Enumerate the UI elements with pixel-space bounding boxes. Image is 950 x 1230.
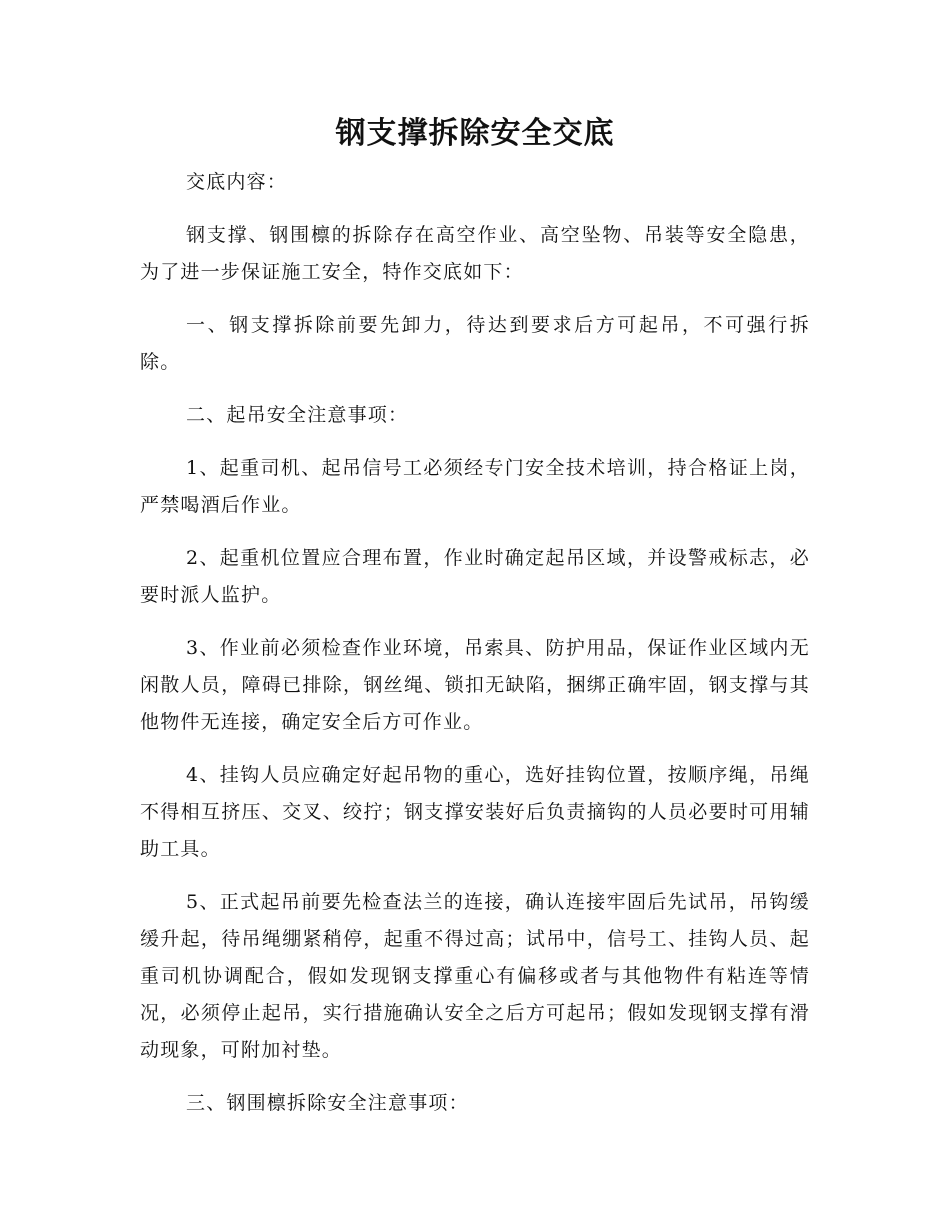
paragraph-item-1: 1、起重司机、起吊信号工必须经专门安全技术培训，持合格证上岗，严禁喝酒后作业。: [140, 457, 810, 516]
paragraph-section-3-heading: 三、钢围檩拆除安全注意事项：: [186, 1092, 469, 1114]
document-body: [140, 164, 810, 1138]
paragraph-item-4: 4、挂钩人员应确定好起吊物的重心，选好挂钩位置，按顺序绳，吊绳不得相互挤压、交叉、绞拧；钢支撑安装好后负责摘钩的人员必要时可用辅助工具。: [140, 764, 810, 860]
paragraph-section-2-heading: 二、起吊安全注意事项：: [186, 404, 409, 426]
paragraph-item-3: 3、作业前必须检查作业环境，吊索具、防护用品，保证作业区域内无闲散人员，障碍已排除，钢丝绳、锁扣无缺陷，捆绑正确牢固，钢支撑与其他物件无连接，确定安全后方可作业。: [140, 637, 810, 733]
paragraph-intro-label: 交底内容：: [186, 171, 288, 193]
document-title: 钢支撑拆除安全交底: [335, 116, 615, 151]
paragraph-section-1: 一、钢支撑拆除前要先卸力，待达到要求后方可起吊，不可强行拆除。: [140, 314, 810, 373]
paragraph-item-5: 5、正式起吊前要先检查法兰的连接，确认连接牢固后先试吊，吊钩缓缓升起，待吊绳绷紧稍停，起重不得过高；试吊中，信号工、挂钩人员、起重司机协调配合，假如发现钢支撑重心有偏移或者与其他物件有粘连等情况，必须停止起吊，实行措施确认安全之后方可起吊；假如发现钢支撑有滑动现象，可附加衬垫。: [140, 891, 810, 1061]
paragraph-overview: 钢支撑、钢围檩的拆除存在高空作业、高空坠物、吊装等安全隐患，为了进一步保证施工安全，特作交底如下：: [140, 224, 810, 283]
paragraph-item-2: 2、起重机位置应合理布置，作业时确定起吊区域，并设警戒标志，必要时派人监护。: [140, 547, 810, 606]
